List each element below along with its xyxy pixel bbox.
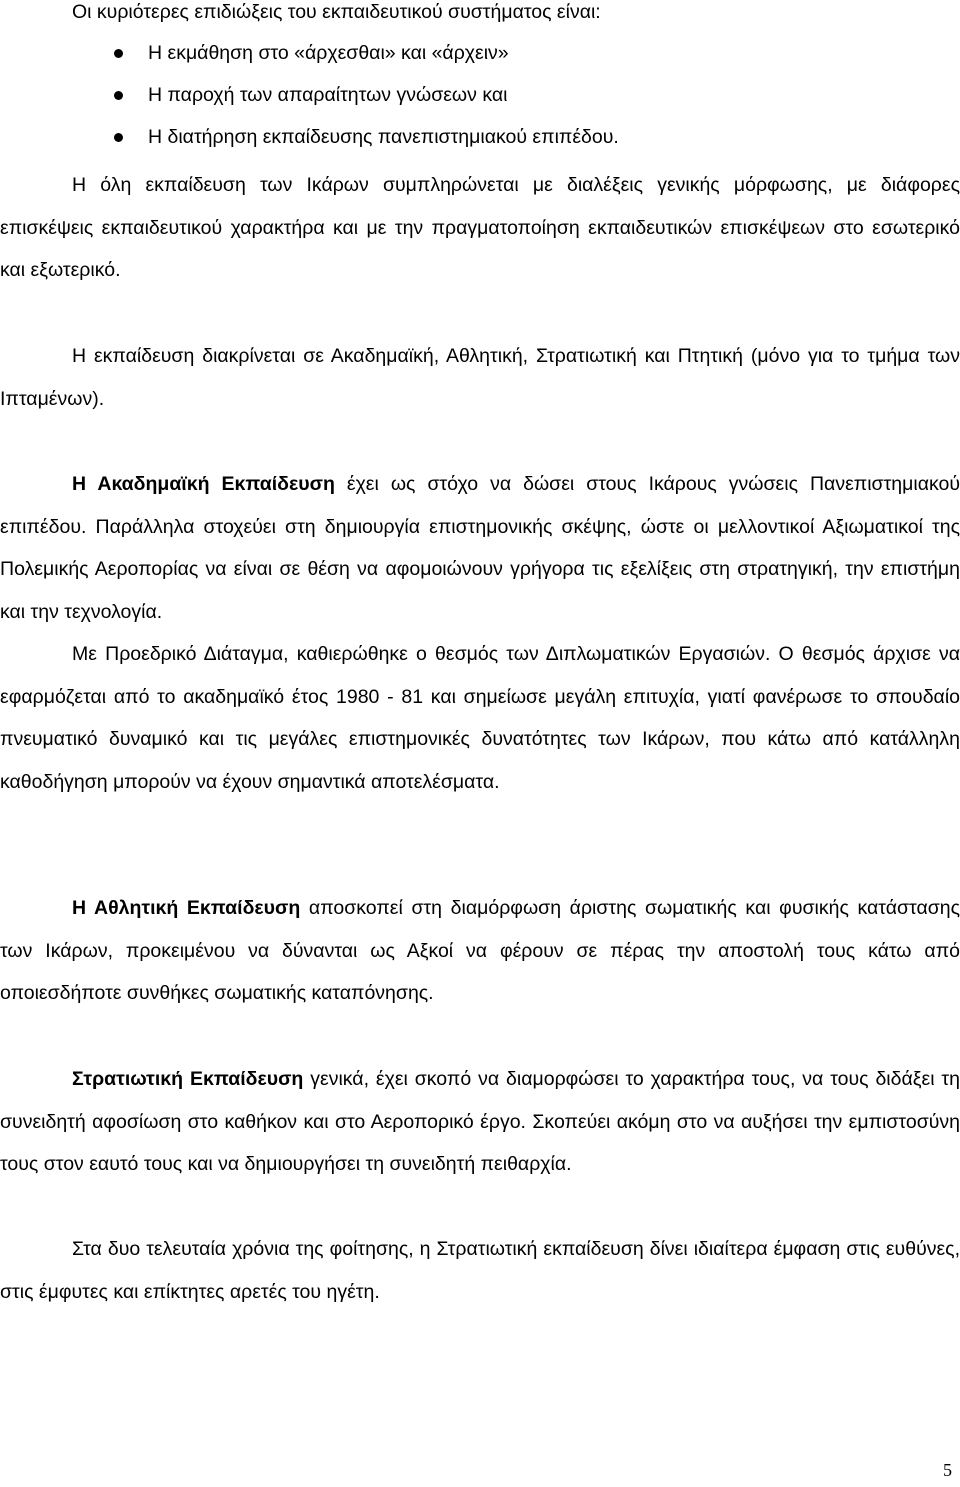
heading-athletic-education: Η Αθλητική Εκπαίδευση	[72, 897, 301, 919]
list-item	[0, 125, 619, 167]
paragraph-education-types: Η εκπαίδευση διακρίνεται σε Ακαδημαϊκή, Αθλητική, Στρατιωτική και Πτητική (μόνο για το τμήμα των Ιπταμένων).	[0, 345, 960, 410]
heading-military-education: Στρατιωτική Εκπαίδευση	[72, 1068, 304, 1090]
list-item-text: Η διατήρηση εκπαίδευσης πανεπιστημιακού επιπέδου.	[148, 126, 619, 148]
paragraph-diploma-theses: Με Προεδρικό Διάταγμα, καθιερώθηκε ο θεσμός των Διπλωματικών Εργασιών. Ο θεσμός άρχισε να εφαρμόζεται από το ακαδημαϊκό έτος 1980 - 81 και σημείωσε μεγάλη επιτυχία, γιατί φανέρωσε το σπουδαίο πνευματικό δυναμικό και τις μεγάλες επιστημονικές δυνατότητες των Ικάρων, που κάτω από κατάλληλη καθοδήγηση μπορούν να έχουν σημαντικά αποτελέσματα.	[0, 643, 960, 793]
heading-academic-education: Η Ακαδημαϊκή Εκπαίδευση	[72, 473, 335, 495]
bullet-icon	[114, 91, 123, 100]
goals-list	[0, 41, 619, 167]
list-item	[0, 83, 619, 125]
list-item	[0, 41, 619, 83]
paragraph-military-education: Στρατιωτική Εκπαίδευση γενικά, έχει σκοπό να διαμορφώσει το χαρακτήρα τους, να τους διδάξει τη συνειδητή αφοσίωση στο καθήκον και στο Αεροπορικό έργο. Σκοπεύει ακόμη στο να αυξήσει την εμπιστοσύνη τους στον εαυτό τους και να δημιουργήσει τη συνειδητή πειθαρχία.	[0, 1068, 960, 1175]
paragraph-final-years: Στα δυο τελευταία χρόνια της φοίτησης, η Στρατιωτική εκπαίδευση δίνει ιδιαίτερα έμφαση στις ευθύνες, στις έμφυτες και επίκτητες αρετές του ηγέτη.	[0, 1238, 960, 1303]
list-item-text: Η παροχή των απαραίτητων γνώσεων και	[148, 84, 508, 106]
page-number: 5	[943, 1460, 952, 1480]
paragraph-academic-education: Η Ακαδημαϊκή Εκπαίδευση έχει ως στόχο να δώσει στους Ικάρους γνώσεις Πανεπιστημιακού επιπέδου. Παράλληλα στοχεύει στη δημιουργία επιστημονικής σκέψης, ώστε οι μελλοντικοί Αξιωματικοί της Πολεμικής Αεροπορίας να είναι σε θέση να αφομοιώνουν γρήγορα τις εξελίξεις στη στρατηγική, την επιστήμη και την τεχνολογία.	[0, 473, 960, 623]
bullet-icon	[114, 133, 123, 142]
paragraph-general-education: Η όλη εκπαίδευση των Ικάρων συμπληρώνεται με διαλέξεις γενικής μόρφωσης, με διάφορες επισκέψεις εκπαιδευτικού χαρακτήρα και με την πραγματοποίηση εκπαιδευτικών επισκέψεων στο εσωτερικό και εξωτερικό.	[0, 174, 960, 281]
bullet-icon	[114, 49, 123, 58]
paragraph-athletic-education: Η Αθλητική Εκπαίδευση αποσκοπεί στη διαμόρφωση άριστης σωματικής και φυσικής κατάστασης των Ικάρων, προκειμένου να δύνανται ως Αξκοί να φέρουν σε πέρας την αποστολή τους κάτω από οποιεσδήποτε συνθήκες σωματικής καταπόνησης.	[0, 897, 960, 1004]
intro-line: Οι κυριότερες επιδιώξεις του εκπαιδευτικού συστήματος είναι:	[72, 1, 601, 23]
list-item-text: Η εκμάθηση στο «άρχεσθαι» και «άρχειν»	[148, 42, 509, 64]
